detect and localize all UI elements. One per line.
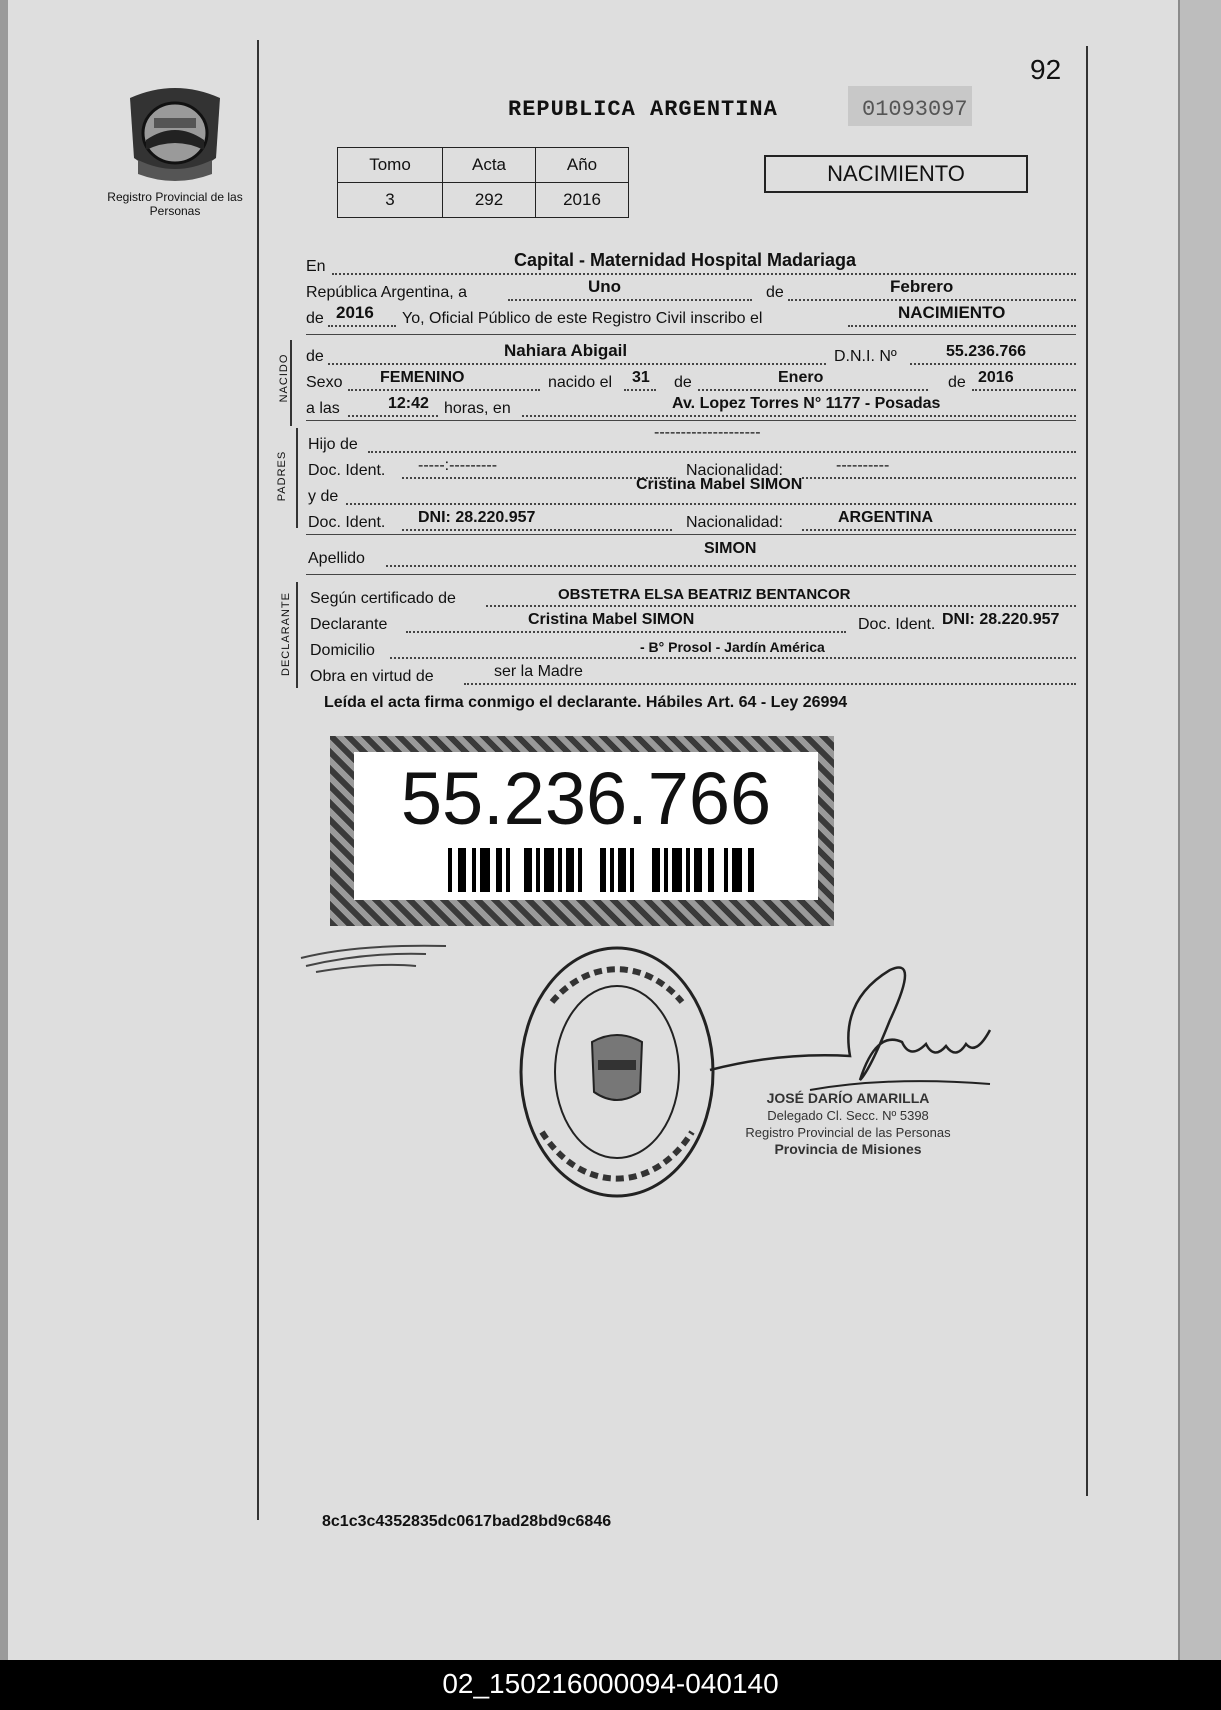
birth-year-value: 2016: [978, 369, 1014, 386]
footer-filename: 02_150216000094-040140: [442, 1668, 779, 1699]
officer-title: Delegado Cl. Secc. Nº 5398: [767, 1108, 929, 1123]
horas-en-label: horas, en: [444, 400, 511, 417]
officer-province: Provincia de Misiones: [774, 1141, 922, 1157]
certificado-label: Según certificado de: [310, 590, 456, 607]
hijo-de-label: Hijo de: [308, 436, 358, 453]
y-de-label: y de: [308, 488, 339, 505]
nacido-de-label: de: [306, 348, 324, 365]
month-value: Febrero: [890, 277, 954, 296]
event-value: NACIMIENTO: [898, 303, 1006, 322]
a-las-label: a las: [306, 400, 340, 417]
sexo-label: Sexo: [306, 374, 343, 391]
row-mother: [306, 476, 1076, 508]
row-name: [306, 342, 1076, 368]
year-de-label: de: [306, 310, 324, 327]
row-obra: [306, 662, 1076, 688]
dni-label: D.N.I. Nº: [834, 348, 897, 365]
dni-stamp-number: 55.236.766: [400, 757, 772, 840]
nacido-section-label: NACIDO: [278, 353, 290, 403]
row-time: [306, 394, 1076, 420]
initial-scribble: [296, 936, 466, 976]
row-place: [306, 252, 1076, 278]
dni-stamp-inner: [354, 752, 818, 900]
father-doc-label: Doc. Ident.: [308, 462, 386, 479]
barcode-icon: [448, 848, 758, 892]
row-year: [306, 304, 1076, 330]
row-certificate: [306, 584, 1076, 610]
apellido-value: SIMON: [704, 540, 757, 557]
officer-office: Registro Provincial de las Personas: [745, 1125, 951, 1140]
mother-doc-label: Doc. Ident.: [308, 514, 386, 531]
declarante-section-label: DECLARANTE: [280, 592, 292, 676]
registry-table: [337, 147, 629, 218]
page-edge: [1180, 0, 1221, 1660]
record-type-box: NACIMIENTO: [764, 155, 1028, 193]
tomo-header: Tomo: [338, 148, 443, 183]
birth-de-label-2: de: [948, 374, 966, 391]
father-name-value: --------------------: [654, 424, 761, 441]
declarante-label: Declarante: [310, 616, 388, 633]
dni-stamp: [330, 736, 834, 926]
officer-stamp: [728, 1090, 968, 1158]
document-hash: 8c1c3c4352835dc0617bad28bd9c6846: [322, 1513, 612, 1530]
row-date: [306, 278, 1076, 304]
row-mother-doc: [306, 508, 1076, 534]
officer-name: JOSÉ DARÍO AMARILLA: [766, 1090, 930, 1106]
birth-place-value: Av. Lopez Torres N° 1177 - Posadas: [672, 395, 941, 412]
row-sex: [306, 368, 1076, 394]
domicilio-label: Domicilio: [310, 642, 375, 659]
tomo-value: 3: [338, 183, 443, 218]
obra-label: Obra en virtud de: [310, 668, 434, 685]
year-value: 2016: [336, 303, 374, 322]
padres-section-label: PADRES: [276, 450, 288, 502]
serial-number: 01093097: [862, 97, 968, 122]
domicilio-value: - B° Prosol - Jardín América: [640, 639, 825, 655]
anio-value: 2016: [536, 183, 629, 218]
logo-caption: Registro Provincial de las Personas: [107, 190, 243, 218]
anio-header: Año: [536, 148, 629, 183]
mother-doc-value: DNI: 28.220.957: [418, 509, 536, 526]
place-value: Capital - Maternidad Hospital Madariaga: [514, 250, 857, 270]
declarante-value: Cristina Mabel SIMON: [528, 611, 695, 628]
father-doc-value: -----:---------: [418, 457, 498, 474]
nacido-el-label: nacido el: [548, 374, 613, 391]
mother-name-value: Cristina Mabel SIMON: [636, 476, 803, 493]
document-title: REPUBLICA ARGENTINA: [508, 97, 778, 122]
right-margin-rule: [1086, 46, 1088, 1496]
row-father: [306, 424, 1076, 456]
official-signature: [690, 960, 1010, 1110]
en-label: En: [306, 258, 326, 275]
de-label: de: [766, 284, 784, 301]
birth-month-value: Enero: [778, 369, 824, 386]
left-margin-rule: [257, 40, 259, 1520]
republica-label: República Argentina, a: [306, 284, 467, 301]
father-nationality-value: ----------: [836, 457, 890, 474]
certificado-value: OBSTETRA ELSA BEATRIZ BENTANCOR: [558, 586, 851, 603]
page-number: 92: [1030, 54, 1062, 85]
obra-value: ser la Madre: [494, 663, 583, 680]
child-name-value: Nahiara Abigail: [504, 341, 628, 360]
acta-header: Acta: [443, 148, 536, 183]
birth-de-label: de: [674, 374, 692, 391]
father-nationality-label: Nacionalidad:: [686, 462, 783, 479]
mother-nationality-value: ARGENTINA: [838, 509, 934, 526]
declarante-doc-label: Doc. Ident.: [858, 616, 936, 633]
acta-value: 292: [443, 183, 536, 218]
day-value: Uno: [588, 277, 622, 296]
birth-time-value: 12:42: [388, 395, 429, 412]
apellido-label: Apellido: [308, 550, 365, 567]
footer-bar: [0, 1660, 1221, 1710]
closing-statement: Leída el acta firma conmigo el declarante. Hábiles Art. 64 - Ley 26994: [324, 694, 848, 711]
mother-nationality-label: Nacionalidad:: [686, 514, 783, 531]
row-surname: [306, 540, 1076, 570]
row-address: [306, 636, 1076, 662]
sexo-value: FEMENINO: [380, 369, 465, 386]
statement-text: Yo, Oficial Público de este Registro Civil inscribo el: [402, 310, 763, 327]
row-declarant: [306, 610, 1076, 636]
misiones-coat-of-arms-icon: [120, 78, 230, 188]
dni-value: 55.236.766: [946, 343, 1027, 360]
birth-day-value: 31: [632, 369, 650, 386]
declarante-doc-value: DNI: 28.220.957: [942, 611, 1060, 628]
